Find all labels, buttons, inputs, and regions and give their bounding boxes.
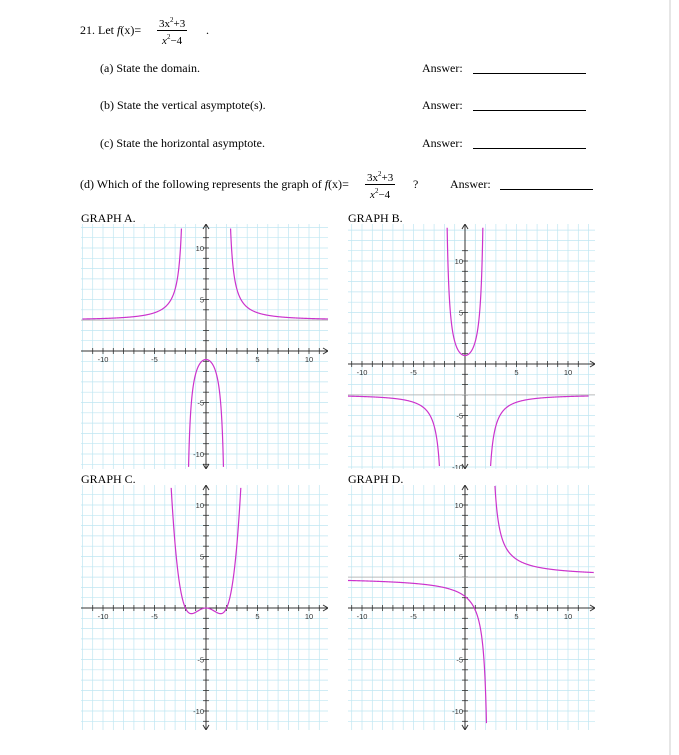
graph-b <box>348 224 595 469</box>
y-tick-label: -10 <box>452 463 463 469</box>
y-tick-label: 5 <box>458 552 463 562</box>
x-tick-label: -10 <box>97 612 109 621</box>
part-a-answer-blank[interactable] <box>473 73 586 74</box>
graph-d-title: GRAPH D. <box>348 472 404 486</box>
part-b-answer-label: Answer: <box>422 98 463 112</box>
y-tick-label: 5 <box>199 552 204 562</box>
x-tick-label: 10 <box>304 355 314 364</box>
part-d-question-mark: ? <box>413 177 419 191</box>
y-tick-label: -5 <box>197 655 204 665</box>
problem-period: . <box>206 23 209 37</box>
part-c-answer-label: Answer: <box>422 136 463 150</box>
part-d-answer-label: Answer: <box>450 177 491 191</box>
x-tick-label: -5 <box>151 612 158 621</box>
y-tick-label: 10 <box>454 257 463 266</box>
y-tick-label: -10 <box>452 707 463 716</box>
fraction-numerator: $3x^2+3$ <box>159 16 186 30</box>
part-a-label: (a) State the domain. <box>100 61 200 75</box>
graph-b-title: GRAPH B. <box>348 211 403 225</box>
curve-left <box>348 580 486 723</box>
curve-right <box>231 228 328 319</box>
y-tick-label: 10 <box>195 501 204 510</box>
part-d-answer-blank[interactable] <box>500 189 593 190</box>
x-tick-label: -5 <box>410 368 417 377</box>
y-tick-label: 5 <box>458 308 463 318</box>
graph-d <box>348 485 595 730</box>
x-tick-label: 5 <box>514 612 519 621</box>
x-tick-label: -10 <box>356 612 368 621</box>
problem-fraction <box>157 14 187 47</box>
y-tick-label: 10 <box>454 501 463 510</box>
part-a-answer-label: Answer: <box>422 61 463 75</box>
x-tick-label: -10 <box>97 355 109 364</box>
x-tick-label: 10 <box>304 612 314 621</box>
x-tick-label: 5 <box>514 368 519 377</box>
x-tick-label: 5 <box>255 612 260 621</box>
curve-left <box>82 228 181 319</box>
fraction-denominator: $x^2-4$ <box>162 33 183 47</box>
function-name: f <box>117 23 121 37</box>
x-tick-label: 5 <box>255 355 260 364</box>
problem-statement <box>80 23 141 38</box>
part-c-label: (c) State the horizontal asymptote. <box>100 136 265 150</box>
part-b-answer-blank[interactable] <box>473 110 586 111</box>
x-tick-label: -5 <box>151 355 158 364</box>
x-tick-label: 10 <box>563 368 573 377</box>
graph-a <box>81 224 328 469</box>
y-tick-label: -5 <box>456 411 463 421</box>
graph-c-title: GRAPH C. <box>81 472 136 486</box>
part-d-label: (d) Which of the following represents the graph of f(x)= <box>80 177 349 191</box>
equals-sign: = <box>134 23 142 37</box>
x-tick-label: -5 <box>410 612 417 621</box>
graph-a-title: GRAPH A. <box>81 211 136 225</box>
y-tick-label: -5 <box>456 655 463 665</box>
y-tick-label: 5 <box>199 295 204 305</box>
part-b-label: (b) State the vertical asymptote(s). <box>100 98 266 112</box>
x-tick-label: -10 <box>356 368 368 377</box>
y-tick-label: -10 <box>193 450 204 459</box>
curve-right <box>491 396 589 466</box>
part-c-answer-blank[interactable] <box>473 148 586 149</box>
y-tick-label: 10 <box>195 244 204 253</box>
curve-right <box>495 486 594 573</box>
y-tick-label: -5 <box>197 398 204 408</box>
graph-c <box>81 485 328 730</box>
x-tick-label: 10 <box>563 612 573 621</box>
problem-number: 21. <box>80 23 95 37</box>
y-tick-label: -10 <box>193 707 204 716</box>
part-d-fraction: $\frac{3x^2+3}{x^2-4}$ <box>367 170 394 201</box>
problem-lead: Let <box>98 23 114 37</box>
function-var: (x) <box>120 23 135 37</box>
